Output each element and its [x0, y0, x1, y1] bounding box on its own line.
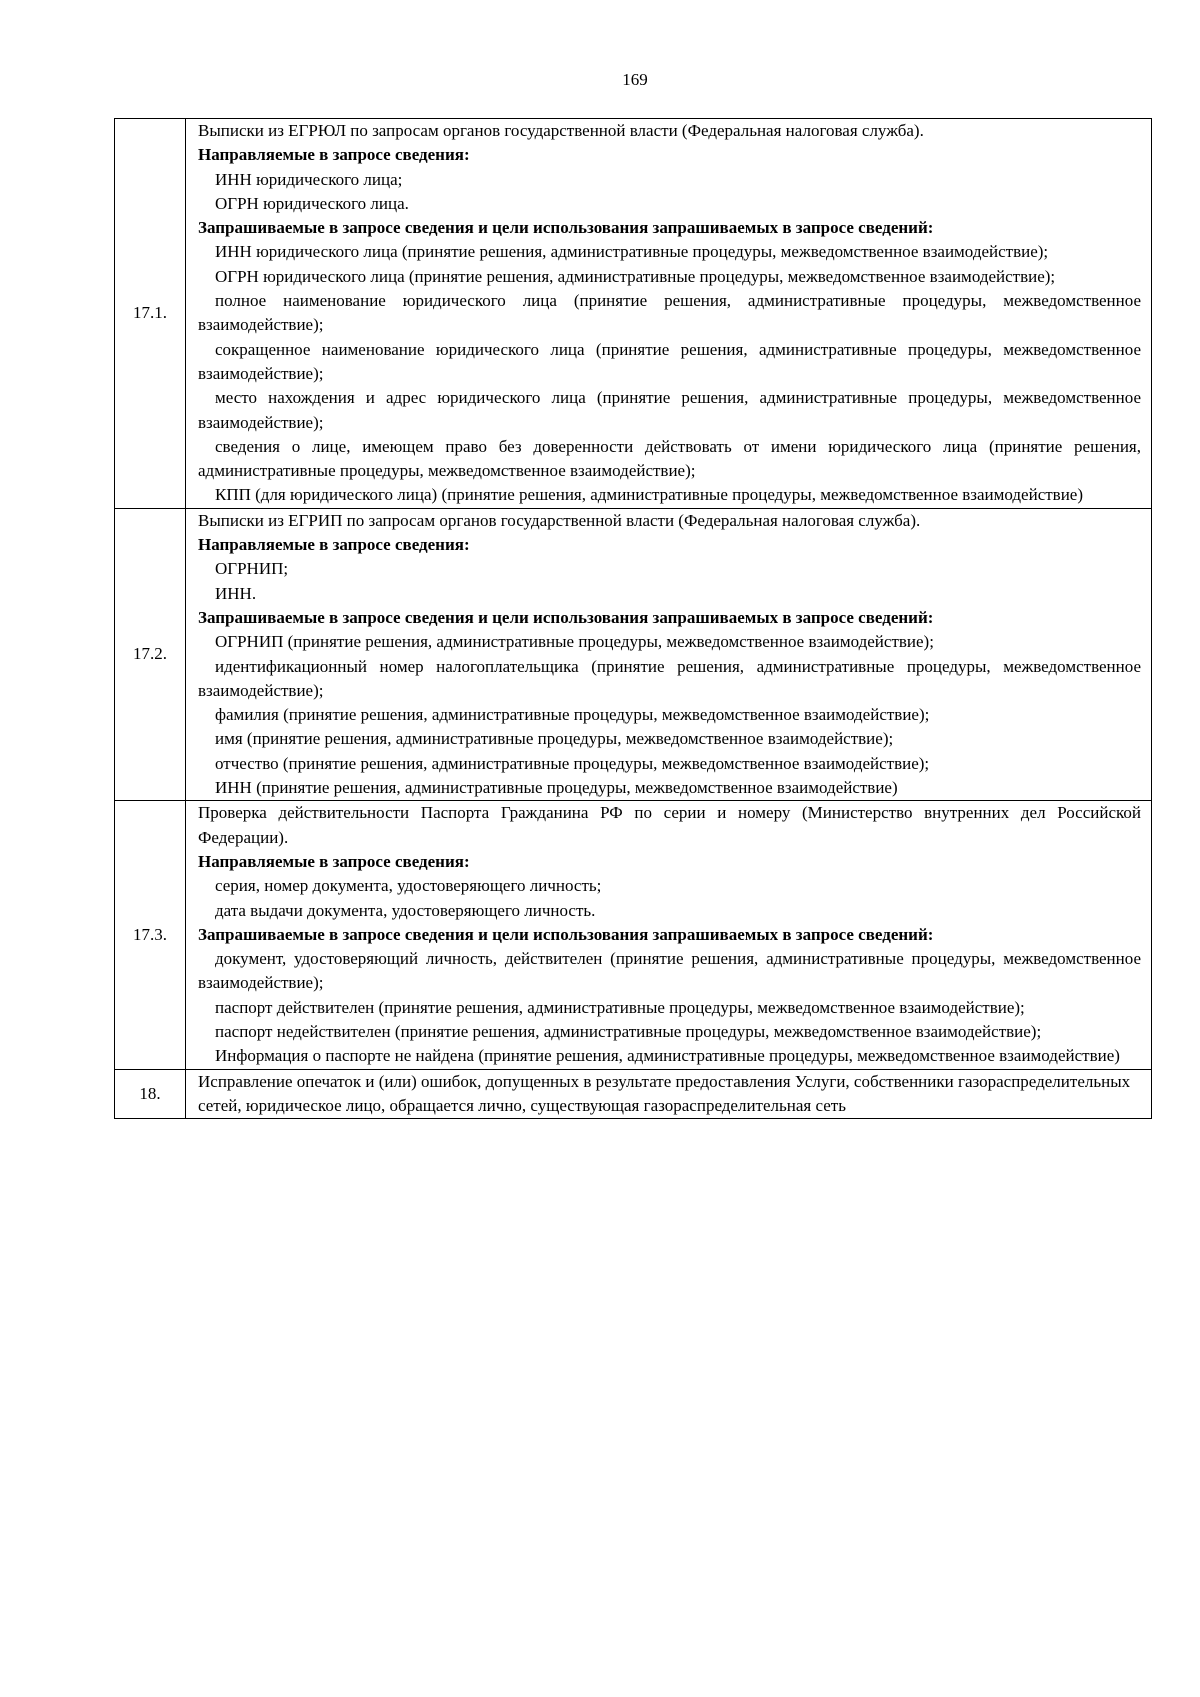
- requested-item: ОГРНИП (принятие решения, административные процедуры, межведомственное взаимодействие);: [215, 632, 934, 652]
- requested-heading: Запрашиваемые в запросе сведения и цели использования запрашиваемых в запросе сведений:: [198, 924, 934, 944]
- requested-item: Информация о паспорте не найдена (принятие решения, административные процедуры, межведомственное взаимодействие): [215, 1046, 1120, 1066]
- sent-heading: Направляемые в запросе сведения:: [198, 851, 470, 871]
- table-row: [115, 119, 1152, 509]
- sent-item: ИНН юридического лица;: [215, 169, 403, 189]
- requested-item: ИНН юридического лица (принятие решения, административные процедуры, межведомственное взаимодействие);: [215, 242, 1049, 262]
- sent-item: серия, номер документа, удостоверяющего личность;: [215, 876, 602, 896]
- sent-heading: Направляемые в запросе сведения:: [198, 535, 470, 555]
- row-title: Исправление опечаток и (или) ошибок, допущенных в результате предоставления Услуги, собственники газораспределительных сетей, юридическое лицо, обращается лично, существующая газораспределительная сеть: [198, 1071, 1131, 1115]
- requested-item: место нахождения и адрес юридического лица (принятие решения, административные процедуры, межведомственное взаимодействие);: [198, 388, 1141, 432]
- row-number: 17.1.: [115, 119, 186, 509]
- row-number: 18.: [115, 1069, 186, 1119]
- requested-item: фамилия (принятие решения, административные процедуры, межведомственное взаимодействие);: [215, 705, 930, 725]
- sent-heading: Направляемые в запросе сведения:: [198, 145, 470, 165]
- requested-item: отчество (принятие решения, административные процедуры, межведомственное взаимодействие);: [215, 753, 930, 773]
- row-content: [186, 508, 1152, 801]
- row-content: [186, 801, 1152, 1069]
- row-content: [186, 1069, 1152, 1119]
- table-row: [115, 508, 1152, 801]
- requested-item: паспорт недействителен (принятие решения, административные процедуры, межведомственное взаимодействие);: [215, 1021, 1042, 1041]
- requested-item: ИНН (принятие решения, административные процедуры, межведомственное взаимодействие): [215, 778, 898, 798]
- row-title: Выписки из ЕГРЮЛ по запросам органов государственной власти (Федеральная налоговая служба).: [198, 121, 924, 140]
- row-number: 17.2.: [115, 508, 186, 801]
- requested-item: документ, удостоверяющий личность, действителен (принятие решения, административные процедуры, межведомственное взаимодействие);: [198, 949, 1141, 993]
- requested-item: паспорт действителен (принятие решения, административные процедуры, межведомственное взаимодействие);: [215, 997, 1025, 1017]
- sent-item: ИНН.: [215, 583, 257, 603]
- requested-item: имя (принятие решения, административные процедуры, межведомственное взаимодействие);: [215, 729, 894, 749]
- row-title: Выписки из ЕГРИП по запросам органов государственной власти (Федеральная налоговая служба).: [198, 510, 921, 530]
- services-table: [114, 118, 1152, 1119]
- requested-item: идентификационный номер налогоплательщика (принятие решения, административные процедуры, межведомственное взаимодействие);: [198, 656, 1141, 700]
- row-number: 17.3.: [115, 801, 186, 1069]
- requested-heading: Запрашиваемые в запросе сведения и цели использования запрашиваемых в запросе сведений:: [198, 218, 934, 238]
- row-content: [186, 119, 1152, 509]
- table-row: [115, 1069, 1152, 1119]
- row-title: Проверка действительности Паспорта Гражданина РФ по серии и номеру (Министерство внутренних дел Российской Федерации).: [198, 803, 1141, 847]
- page-number: 169: [622, 70, 648, 89]
- table-row: [115, 801, 1152, 1069]
- requested-item: сокращенное наименование юридического лица (принятие решения, административные процедуры, межведомственное взаимодействие);: [198, 339, 1141, 383]
- sent-item: дата выдачи документа, удостоверяющего личность.: [215, 900, 596, 920]
- sent-item: ОГРН юридического лица.: [215, 193, 409, 213]
- requested-item: ОГРН юридического лица (принятие решения, административные процедуры, межведомственное взаимодействие);: [215, 266, 1056, 286]
- sent-item: ОГРНИП;: [215, 559, 289, 579]
- requested-item: сведения о лице, имеющем право без доверенности действовать от имени юридического лица (принятие решения, административные процедуры, межведомственное взаимодействие);: [198, 436, 1141, 481]
- requested-heading: Запрашиваемые в запросе сведения и цели использования запрашиваемых в запросе сведений:: [198, 607, 934, 627]
- requested-item: полное наименование юридического лица (принятие решения, административные процедуры, межведомственное взаимодействие);: [198, 291, 1141, 335]
- requested-item: КПП (для юридического лица) (принятие решения, административные процедуры, межведомственное взаимодействие): [215, 485, 1084, 505]
